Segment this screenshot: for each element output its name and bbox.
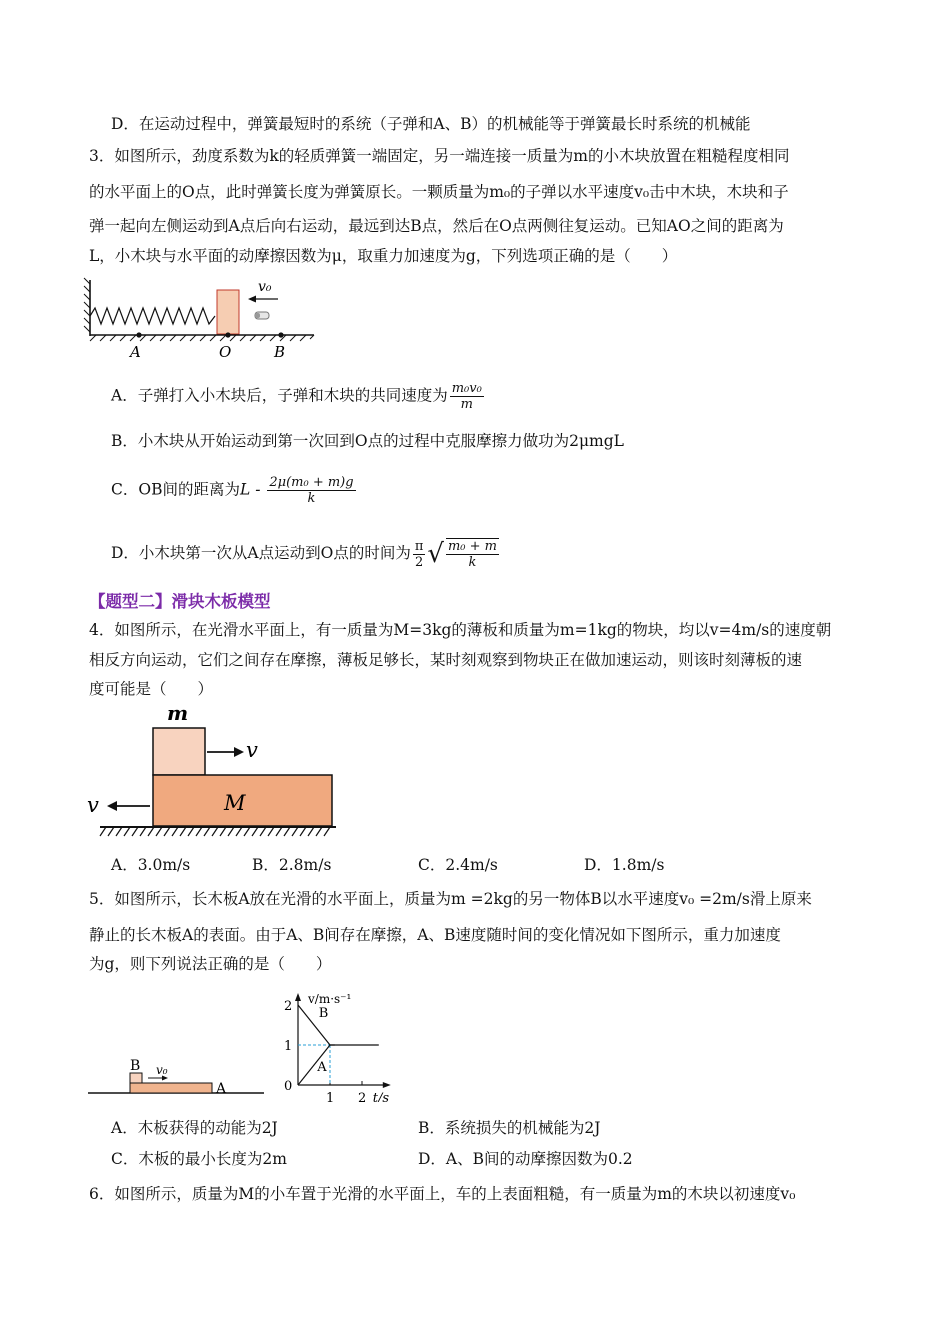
q3-spring-block-figure [82,276,322,362]
q3-text-line2: 的水平面上的O点，此时弹簧长度为弹簧原长。一颗质量为m₀的子弹以水平速度v₀击中木块，木块和子 [89,183,789,201]
x-axis-label: t/s [372,1091,390,1102]
q3-option-a-fraction: $\frac{\text{m₀v₀}}{m}$ [451,381,482,412]
x-axis-arrow [383,1082,391,1088]
q3-option-b: B．小木块从开始运动到第一次回到O点的过程中克服摩擦力做功为2μmgL [111,432,624,450]
q5-text-line1: 5．如图所示，长木板A放在光滑的水平面上，质量为m =2kg的另一物体B以水平速度v₀ =2m/s滑上原来 [89,890,812,908]
point-b-label: B [274,343,286,361]
y-tick-label: 2 [284,999,293,1014]
series-line-b [298,1005,335,1045]
q3-v0-label: v₀ [258,279,272,295]
q4-text-line3: 度可能是（ ） [89,680,214,698]
q5-option-c: C．木板的最小长度为2m [111,1150,287,1168]
y-axis-label: v/m·s⁻¹ [308,992,352,1006]
x-tick-label: 2 [358,1091,367,1102]
x-tick-label: 1 [326,1091,335,1102]
series-label-a: A [317,1060,327,1075]
q3-option-c-fraction: $\frac{\text{2μ(m₀ + m)g}}{k}$ [269,475,354,506]
q3-text-line3: 弹一起向左侧运动到A点后向右运动，最远到达B点，然后在O点两侧往复运动。已知AO之间的距离为 [89,217,784,235]
y-axis-arrow [295,993,301,1001]
q5-option-d: D．A、B间的动摩擦因数为0.2 [418,1150,633,1168]
q3-option-d-sqrt-fraction: $\frac{\text{m₀ + m}}{k}$ [447,539,497,570]
q3-option-c: C．OB间的距离为L - $\frac{\text{2μ(m₀ + m)g}}{k}$ [111,475,354,506]
y-tick-label: 1 [284,1039,293,1054]
series-label-b: B [318,1006,329,1021]
q3-text-line4: L，小木块与水平面的动摩擦因数为μ，取重力加速度为g，下列选项正确的是（ ） [89,247,678,265]
q6-text-line1: 6．如图所示，质量为M的小车置于光滑的水平面上，车的上表面粗糙，有一质量为m的木块以初速度v₀ [89,1185,796,1203]
board-a-label: A [216,1081,227,1097]
q5-option-b: B．系统损失的机械能为2J [418,1119,601,1137]
q4-option-c: C．2.4m/s [418,856,498,874]
q4-option-a: A．3.0m/s [111,856,191,874]
q4-text-line2: 相反方向运动，它们之间存在摩擦，薄板足够长，某时刻观察到物块正在做加速运动，则该时刻薄板的速 [89,651,803,669]
q5-option-a: A．木板获得的动能为2J [111,1119,278,1137]
q3-option-d-pi-fraction: $\frac{\pi}{2}$ [414,538,424,570]
q4-option-b: B．2.8m/s [252,856,332,874]
q5-board-figure [86,1052,268,1100]
q5-v0-label: v₀ [156,1063,168,1077]
q5-text-line2: 静止的长木板A的表面。由于A、B间存在摩擦，A、B速度随时间的变化情况如下图所示，重力加速度 [89,926,781,944]
q2-option-d: D．在运动过程中，弹簧最短时的系统（子弹和A、B）的机械能等于弹簧最长时系统的机械能 [111,115,751,133]
q4-block-board-figure [84,700,346,840]
y-tick-label: 0 [284,1079,293,1094]
q4-text-line1: 4．如图所示，在光滑水平面上，有一质量为M=3kg的薄板和质量为m=1kg的物块，均以v=4m/s的速度朝 [89,621,832,639]
velocity-time-chart [278,990,413,1102]
velocity-v-left: v [87,793,99,817]
mass-big-m-label: M [224,791,246,815]
point-o-label: O [219,343,232,361]
point-a-label: A [130,343,141,361]
q3-option-a: A．子弹打入小木块后，子弹和木块的共同速度为 $\frac{\text{m₀v₀}}{m}$ [111,381,482,412]
block-b-label: B [130,1058,141,1074]
section-title: 【题型二】滑块木板模型 [89,592,271,611]
q4-option-d: D．1.8m/s [584,856,665,874]
velocity-v-top: v [246,738,258,762]
mass-m-label: m [167,701,189,725]
q3-text-line1: 3．如图所示，劲度系数为k的轻质弹簧一端固定，另一端连接一质量为m的小木块放置在粗糙程度相同 [89,147,790,165]
q5-text-line3: 为g，则下列说法正确的是（ ） [89,955,332,973]
q3-option-d: D．小木块第一次从A点运动到O点的时间为 $\frac{\pi}{2}$ √ $\frac{\text{m₀ + m}}{k}$ [111,538,497,570]
